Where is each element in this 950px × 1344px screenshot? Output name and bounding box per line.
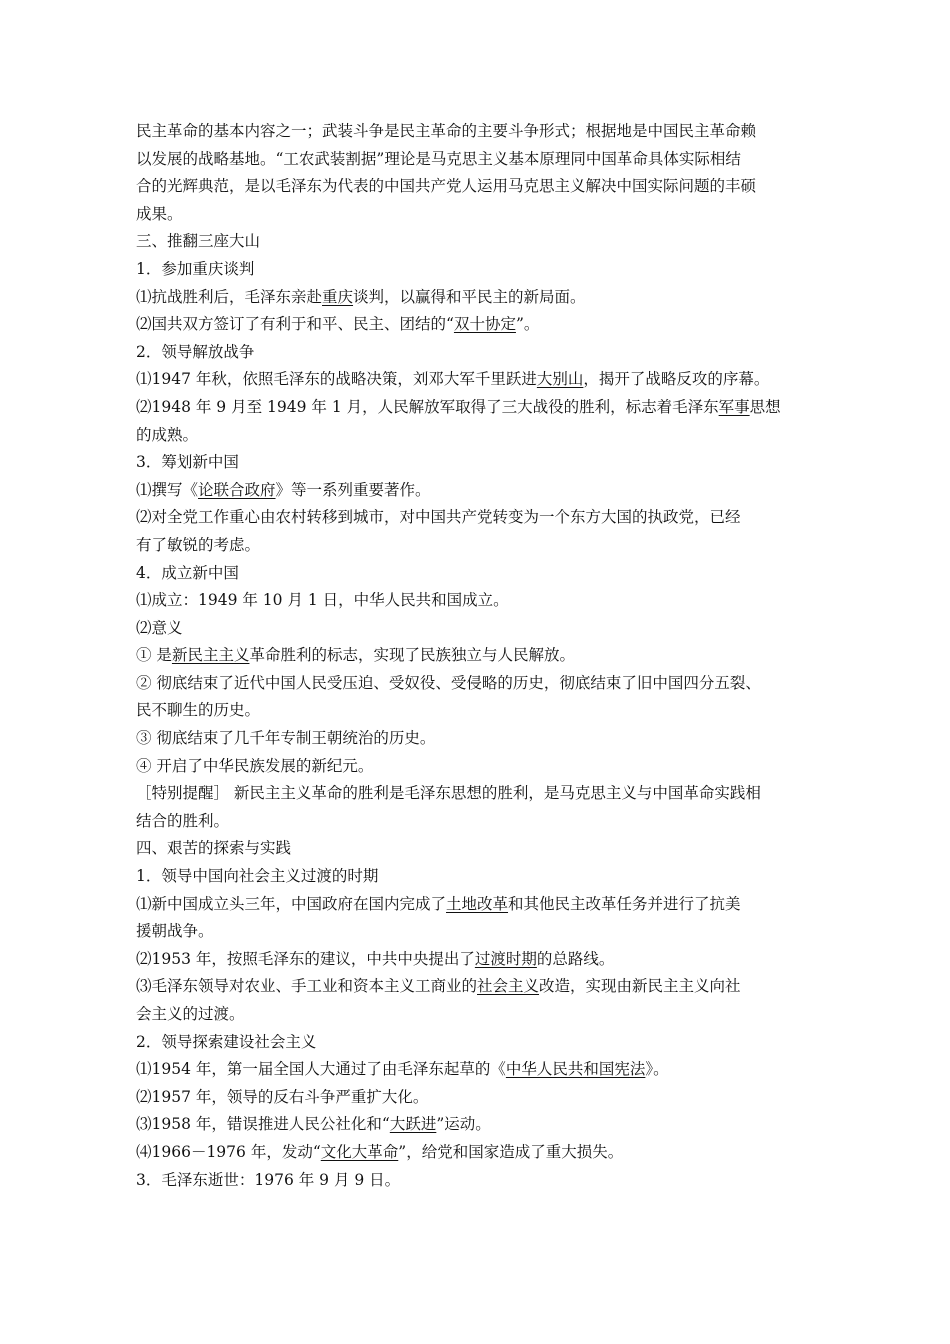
list-item: ③ 彻底结束了几千年专制王朝统治的历史。 — [136, 729, 436, 748]
key-term: 中华人民共和国宪法 — [505, 1060, 646, 1079]
subsection-heading: 1．领导中国向社会主义过渡的时期 — [136, 867, 379, 886]
intro-line: 成果。 — [136, 204, 183, 223]
subsection-heading: 4．成立新中国 — [136, 563, 239, 582]
section-heading: 三、推翻三座大山 — [136, 232, 261, 251]
list-item: ⑷1966－1976 年，发动“文化大革命”，给党和国家造成了重大损失。 — [136, 1142, 624, 1161]
list-item: ⑶1958 年，错误推进人民公社化和“大跃进”运动。 — [136, 1115, 491, 1134]
list-item: ⑴撰写《论联合政府》等一系列重要著作。 — [136, 480, 431, 499]
list-item: ⑵1953 年，按照毛泽东的建议，中共中央提出了过渡时期的总路线。 — [136, 949, 615, 968]
document-page — [136, 118, 816, 1194]
key-term: 社会主义 — [477, 977, 540, 996]
list-item-continued: 民不聊生的历史。 — [136, 701, 261, 720]
list-item: ⑵国共双方签订了有利于和平、民主、团结的“双十协定”。 — [136, 315, 540, 334]
key-term: 论联合政府 — [198, 480, 276, 499]
list-item: ⑴抗战胜利后，毛泽东亲赴重庆谈判，以赢得和平民主的新局面。 — [136, 287, 586, 306]
list-item: ⑴新中国成立头三年，中国政府在国内完成了土地改革和其他民主改革任务并进行了抗美 — [136, 894, 741, 913]
subsection-heading: 2．领导探索建设社会主义 — [136, 1032, 317, 1051]
key-term: 过渡时期 — [474, 949, 537, 968]
list-item: ⑵意义 — [136, 618, 183, 637]
list-item: ① 是新民主主义革命胜利的标志，实现了民族独立与人民解放。 — [136, 646, 575, 665]
list-item-continued: 会主义的过渡。 — [136, 1005, 245, 1023]
key-term: 军事 — [718, 397, 750, 416]
intro-line: 民主革命的基本内容之一；武装斗争是民主革命的主要斗争形式；根据地是中国民主革命赖 — [136, 122, 757, 140]
list-item-continued: 有了敏锐的考虑。 — [136, 535, 261, 554]
list-item: ② 彻底结束了近代中国人民受压迫、受奴役、受侵略的历史，彻底结束了旧中国四分五裂、 — [136, 673, 761, 692]
subsection-heading: 1．参加重庆谈判 — [136, 259, 255, 278]
special-reminder-continued: 结合的胜利。 — [136, 811, 230, 830]
list-item: ⑵1957 年，领导的反右斗争严重扩大化。 — [136, 1087, 429, 1106]
list-item-continued: 援朝战争。 — [136, 922, 214, 941]
list-item: ⑴1947 年秋，依照毛泽东的战略决策，刘邓大军千里跃进大别山，揭开了战略反攻的序幕。 — [136, 370, 770, 389]
list-item: ⑵1948 年 9 月至 1949 年 1 月，人民解放军取得了三大战役的胜利，标志着毛泽东军事思想 — [136, 397, 781, 416]
intro-line: 合的光辉典范，是以毛泽东为代表的中国共产党人运用马克思主义解决中国实际问题的丰硕 — [136, 177, 757, 196]
subsection-heading: 2．领导解放战争 — [136, 342, 255, 361]
key-term: 大跃进 — [389, 1115, 437, 1134]
key-term: 大别山 — [536, 370, 584, 389]
subsection-heading: 3．毛泽东逝世：1976 年 9 月 9 日。 — [136, 1170, 401, 1189]
subsection-heading: 3．筹划新中国 — [136, 453, 239, 472]
key-term: 土地改革 — [446, 894, 509, 913]
intro-line: 以发展的战略基地。“工农武装割据”理论是马克思主义基本原理同中国革命具体实际相结 — [136, 149, 741, 168]
key-term: 重庆 — [322, 287, 354, 306]
list-item: ④ 开启了中华民族发展的新纪元。 — [136, 756, 374, 775]
list-item: ⑴1954 年，第一届全国人大通过了由毛泽东起草的《中华人民共和国宪法》。 — [136, 1060, 669, 1079]
special-reminder: ［特别提醒］ 新民主主义革命的胜利是毛泽东思想的胜利，是马克思主义与中国革命实践相 — [136, 784, 761, 803]
list-item-continued: 的成熟。 — [136, 425, 199, 444]
key-term: 双十协定 — [453, 315, 516, 334]
key-term: 新民主主义 — [171, 646, 250, 665]
list-item: ⑵对全党工作重心由农村转移到城市，对中国共产党转变为一个东方大国的执政党，已经 — [136, 508, 741, 527]
section-heading: 四、艰苦的探索与实践 — [136, 839, 292, 858]
list-item: ⑶毛泽东领导对农业、手工业和资本主义工商业的社会主义改造，实现由新民主主义向社 — [136, 977, 741, 996]
list-item: ⑴成立：1949 年 10 月 1 日，中华人民共和国成立。 — [136, 591, 509, 610]
key-term: 文化大革命 — [320, 1142, 399, 1161]
